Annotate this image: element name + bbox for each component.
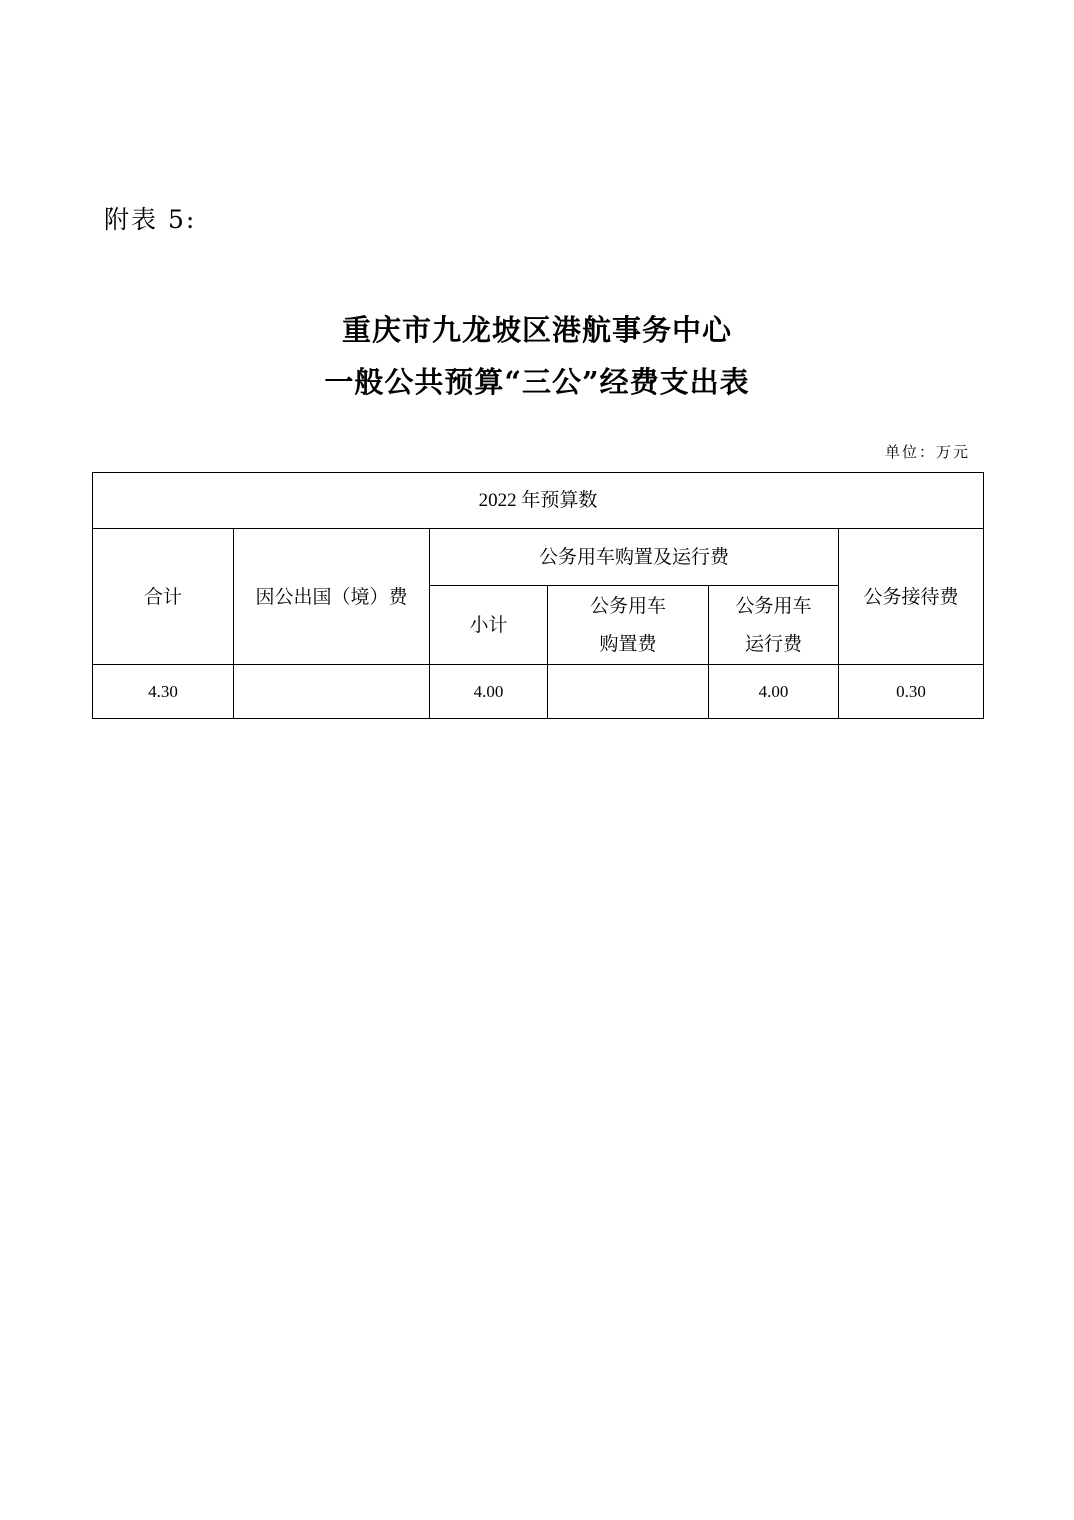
header-vehicle-operation <box>709 586 839 665</box>
cell-overseas <box>234 665 430 719</box>
header-total: 合计 <box>93 529 234 665</box>
header-overseas: 因公出国（境）费 <box>234 529 430 665</box>
header-subtotal: 小计 <box>430 586 548 665</box>
attachment-label: 附表 5: <box>104 205 197 234</box>
unit-label: 单位：万元 <box>884 443 970 461</box>
header-reception: 公务接待费 <box>839 529 984 665</box>
header-vehicle-purchase <box>548 586 709 665</box>
header-vehicle-purchase-line1: 公务用车 <box>589 595 666 617</box>
page-title-line2: 一般公共预算“三公”经费支出表 <box>324 365 750 399</box>
page-title-line1: 重庆市九龙坡区港航事务中心 <box>341 313 732 347</box>
year-header-row <box>93 473 984 529</box>
cell-vehicle-purchase <box>548 665 709 719</box>
header-vehicle-operation-line1: 公务用车 <box>735 595 812 617</box>
header-vehicle-group: 公务用车购置及运行费 <box>430 529 839 586</box>
header-vehicle-purchase-line2: 购置费 <box>599 633 657 655</box>
cell-total: 4.30 <box>93 665 234 719</box>
cell-reception: 0.30 <box>839 665 984 719</box>
year-header-cell: 2022 年预算数 <box>93 473 984 529</box>
table-row <box>93 665 984 719</box>
header-row-1 <box>93 529 984 586</box>
budget-table <box>92 472 984 719</box>
cell-subtotal: 4.00 <box>430 665 548 719</box>
cell-vehicle-operation: 4.00 <box>709 665 839 719</box>
header-vehicle-operation-line2: 运行费 <box>744 633 802 655</box>
